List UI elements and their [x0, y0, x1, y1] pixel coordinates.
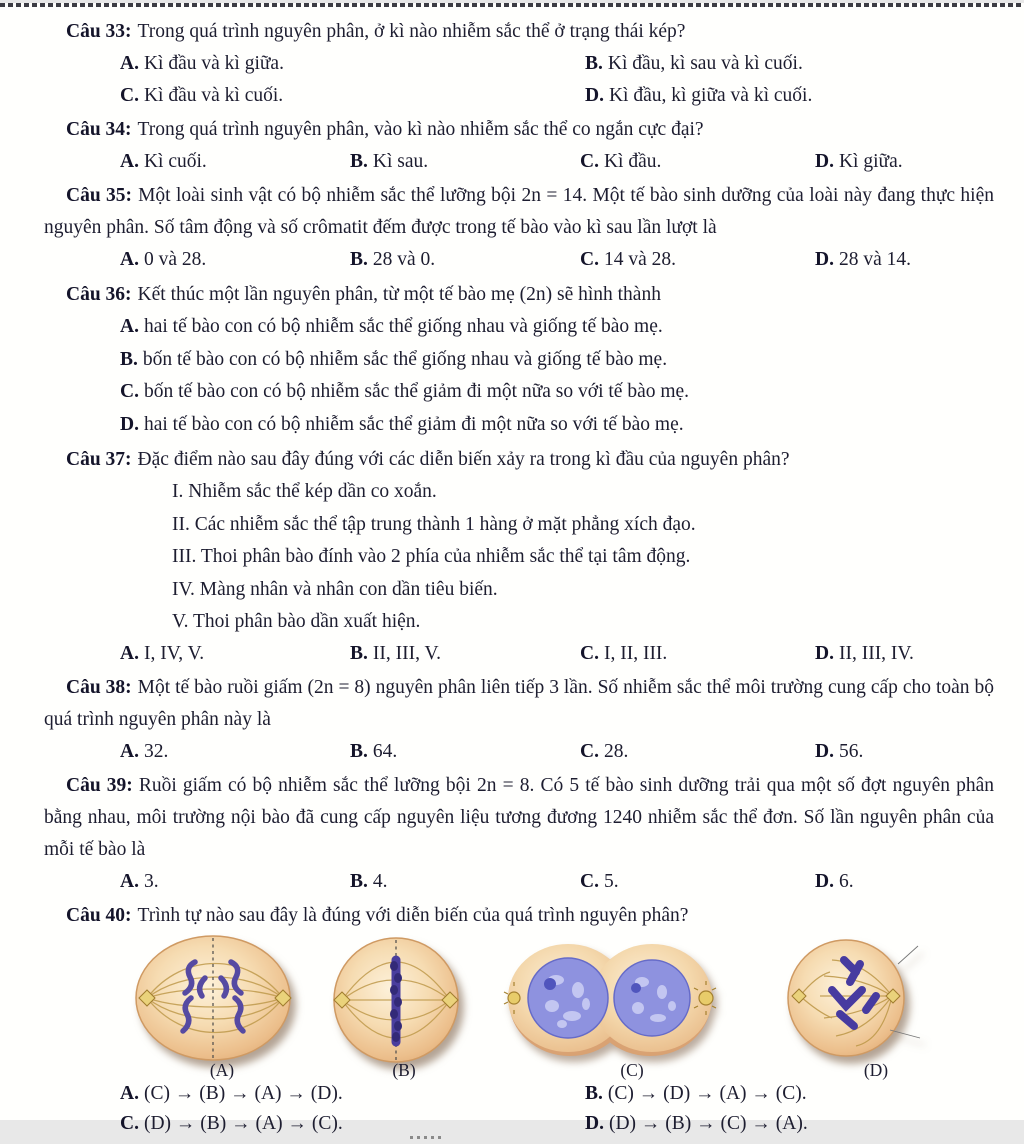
- option-key: A.: [120, 151, 139, 172]
- option-c: [580, 736, 815, 768]
- option-d: [815, 638, 1024, 670]
- option-key: B.: [350, 741, 368, 763]
- option-b: [350, 146, 580, 178]
- options-row: [0, 866, 1024, 898]
- question-label: Câu 36:: [66, 284, 132, 305]
- figure-panel-label-b: (B): [392, 1060, 416, 1081]
- option-text: 28 và 0.: [372, 249, 436, 270]
- option-text: 28.: [603, 741, 629, 763]
- option-c: [580, 244, 815, 276]
- figure-panel-label-d: (D): [863, 1060, 889, 1081]
- exam-document-page: [0, 3, 1024, 1135]
- question-label: Câu 38:: [66, 677, 132, 699]
- mitosis-metaphase-figure: [330, 934, 462, 1068]
- option-text: Kì sau.: [372, 151, 429, 172]
- option-text: Kì cuối.: [143, 151, 207, 172]
- question-text-line: [0, 900, 1024, 932]
- option-text: 5.: [603, 871, 619, 893]
- question-text-line: [0, 279, 1024, 311]
- option-key: C.: [580, 643, 599, 665]
- option-c: [580, 146, 815, 178]
- option-d: [815, 146, 1024, 178]
- option-text: Kì đầu và kì cuối.: [143, 85, 284, 106]
- question-35: [0, 180, 1024, 276]
- option-c: [120, 1108, 585, 1140]
- option-key: A.: [120, 871, 139, 893]
- options-row: [0, 1078, 1024, 1110]
- option-a: [120, 866, 350, 898]
- stray-dotted-mark: [410, 1136, 444, 1139]
- option-key: A.: [120, 316, 139, 337]
- question-text-line: [0, 180, 1024, 244]
- option-d: [585, 1108, 1024, 1140]
- option-c: [0, 376, 1024, 409]
- option-key: D.: [815, 741, 834, 763]
- question-text: Trình tự nào sau đây là đúng với diễn biến của quá trình nguyên phân?: [137, 905, 689, 927]
- question-text: Ruồi giấm có bộ nhiễm sắc thể lưỡng bội 2n = 8. Có 5 tế bào sinh dưỡng trải qua một số đợt nguyên phân bằng nhau, môi trường nội bào đã cung cấp nguyên liệu tương đương 1240 nhiễm sắc thể đơn. Số lần nguyên phân của mỗi tế bào là: [44, 775, 995, 861]
- mitosis-telophase-figure: [506, 940, 714, 1058]
- option-key: D.: [815, 249, 834, 270]
- option-text: 14 và 28.: [603, 249, 676, 270]
- option-text: bốn tế bào con có bộ nhiễm sắc thể giảm đi một nữa so với tế bào mẹ.: [143, 381, 690, 403]
- question-label: Câu 39:: [66, 775, 133, 797]
- option-text: bốn tế bào con có bộ nhiễm sắc thể giống nhau và giống tế bào mẹ.: [142, 348, 668, 370]
- option-key: A.: [120, 249, 139, 270]
- question-text: Đặc điểm nào sau đây đúng với các diễn biến xảy ra trong kì đầu của nguyên phân?: [137, 449, 790, 471]
- option-b: [0, 344, 1024, 377]
- question-text-line: [0, 114, 1024, 146]
- option-a: [120, 146, 350, 178]
- mitosis-prophase-figure: [786, 934, 924, 1064]
- question-text-line: [0, 770, 1024, 866]
- option-d: [0, 409, 1024, 442]
- option-text: 0 và 28.: [143, 249, 207, 270]
- mitosis-anaphase-figure: [133, 934, 297, 1068]
- statement-4: IV. Màng nhân và nhân con dần tiêu biến.: [172, 578, 498, 600]
- question-text: Một tế bào ruồi giấm (2n = 8) nguyên phân liên tiếp 3 lần. Số nhiễm sắc thể môi trường cung cấp cho toàn bộ quá trình nguyên phân này là: [44, 677, 994, 731]
- option-text: 3.: [143, 871, 159, 893]
- option-d: [585, 80, 1024, 112]
- option-key: B.: [585, 53, 603, 74]
- option-text: 6.: [838, 871, 854, 893]
- statement-2: II. Các nhiễm sắc thể tập trung thành 1 hàng ở mặt phẳng xích đạo.: [172, 513, 696, 535]
- option-key: D.: [815, 151, 834, 172]
- option-key: A.: [120, 1083, 139, 1105]
- figure-panel-label-a: (A): [209, 1060, 235, 1081]
- option-key: C.: [580, 741, 599, 763]
- option-key: B.: [350, 643, 368, 665]
- option-text: (D) → (B) → (C) → (A).: [608, 1113, 808, 1135]
- option-key: D.: [585, 85, 604, 106]
- question-33: [0, 16, 1024, 112]
- option-text: (C) → (B) → (A) → (D).: [143, 1083, 343, 1105]
- option-key: C.: [120, 1113, 139, 1135]
- option-key: B.: [350, 249, 368, 270]
- options-row: [0, 244, 1024, 276]
- option-b: [585, 1078, 1024, 1110]
- option-b: [350, 866, 580, 898]
- option-b: [350, 638, 580, 670]
- option-a: [120, 244, 350, 276]
- option-key: C.: [580, 871, 599, 893]
- option-key: B.: [120, 348, 138, 370]
- option-text: hai tế bào con có bộ nhiễm sắc thể giảm đi một nữa so với tế bào mẹ.: [143, 413, 684, 435]
- question-36: [0, 279, 1024, 441]
- option-a: [120, 638, 350, 670]
- option-d: [815, 736, 1024, 768]
- option-a: [120, 1078, 585, 1110]
- option-text: I, IV, V.: [143, 643, 205, 665]
- question-text: Kết thúc một lần nguyên phân, từ một tế bào mẹ (2n) sẽ hình thành: [137, 284, 661, 305]
- option-key: C.: [580, 151, 599, 172]
- mitosis-figure-row: [0, 932, 1024, 1144]
- option-c: [580, 866, 815, 898]
- option-key: A.: [120, 741, 139, 763]
- question-label: Câu 34:: [66, 119, 132, 140]
- option-text: Kì đầu và kì giữa.: [143, 53, 284, 74]
- options-row: [0, 638, 1024, 670]
- option-text: 28 và 14.: [838, 249, 911, 270]
- option-c: [580, 638, 815, 670]
- option-b: [350, 244, 580, 276]
- option-key: A.: [120, 643, 139, 665]
- option-d: [815, 866, 1024, 898]
- question-label: Câu 40:: [66, 905, 132, 927]
- option-text: hai tế bào con có bộ nhiễm sắc thể giống nhau và giống tế bào mẹ.: [143, 316, 663, 337]
- question-label: Câu 33:: [66, 21, 132, 42]
- option-text: II, III, IV.: [838, 643, 914, 665]
- option-b: [585, 48, 1024, 80]
- option-key: C.: [120, 85, 139, 106]
- option-text: I, II, III.: [603, 643, 668, 665]
- option-text: (D) → (B) → (A) → (C).: [143, 1113, 343, 1135]
- option-key: D.: [815, 643, 834, 665]
- option-a: [120, 48, 585, 80]
- question-39: [0, 770, 1024, 898]
- question-text: Trong quá trình nguyên phân, vào kì nào nhiễm sắc thể co ngắn cực đại?: [137, 119, 704, 140]
- option-key: A.: [120, 53, 139, 74]
- options-row: [0, 80, 1024, 112]
- option-key: D.: [585, 1113, 604, 1135]
- option-key: B.: [350, 151, 368, 172]
- option-text: Kì đầu.: [603, 151, 662, 172]
- option-text: II, III, V.: [372, 643, 441, 665]
- option-text: (C) → (D) → (A) → (C).: [607, 1083, 807, 1105]
- question-40: [0, 900, 1024, 932]
- option-key: B.: [585, 1083, 603, 1105]
- option-key: D.: [120, 413, 139, 435]
- option-d: [815, 244, 1024, 276]
- option-text: 56.: [838, 741, 864, 763]
- questions-area: [0, 7, 1024, 1144]
- question-38: [0, 672, 1024, 768]
- question-text: Trong quá trình nguyên phân, ở kì nào nhiễm sắc thể ở trạng thái kép?: [137, 21, 686, 42]
- question-text: Một loài sinh vật có bộ nhiễm sắc thể lưỡng bội 2n = 14. Một tế bào sinh dưỡng của loài này đang thực hiện nguyên phân. Số tâm động và số crômatit đếm được trong tế bào vào kì sau lần lượt là: [44, 185, 994, 238]
- option-text: 4.: [372, 871, 388, 893]
- statement-3: III. Thoi phân bào đính vào 2 phía của nhiễm sắc thể tại tâm động.: [172, 546, 691, 568]
- question-text-line: [0, 16, 1024, 48]
- option-text: Kì đầu, kì sau và kì cuối.: [607, 53, 803, 74]
- option-key: C.: [120, 381, 139, 403]
- option-key: C.: [580, 249, 599, 270]
- option-text: Kì đầu, kì giữa và kì cuối.: [608, 85, 813, 106]
- question-37: [0, 444, 1024, 670]
- option-text: Kì giữa.: [838, 151, 903, 172]
- options-row: [0, 146, 1024, 178]
- options-row: [0, 48, 1024, 80]
- figure-panel-label-c: (C): [620, 1060, 644, 1081]
- option-key: B.: [350, 871, 368, 893]
- option-key: D.: [815, 871, 834, 893]
- question-label: Câu 35:: [66, 185, 133, 206]
- option-text: 32.: [143, 741, 169, 763]
- option-a: [120, 736, 350, 768]
- options-row: [0, 1108, 1024, 1140]
- question-34: [0, 114, 1024, 178]
- statement-5: V. Thoi phân bào dần xuất hiện.: [172, 611, 421, 632]
- options-row: [0, 736, 1024, 768]
- option-c: [120, 80, 585, 112]
- option-a: [0, 311, 1024, 344]
- question-text-line: [0, 444, 1024, 476]
- question-label: Câu 37:: [66, 449, 132, 471]
- option-b: [350, 736, 580, 768]
- statement-1: I. Nhiễm sắc thể kép dần co xoắn.: [172, 481, 437, 503]
- question-text-line: [0, 672, 1024, 736]
- option-text: 64.: [372, 741, 398, 763]
